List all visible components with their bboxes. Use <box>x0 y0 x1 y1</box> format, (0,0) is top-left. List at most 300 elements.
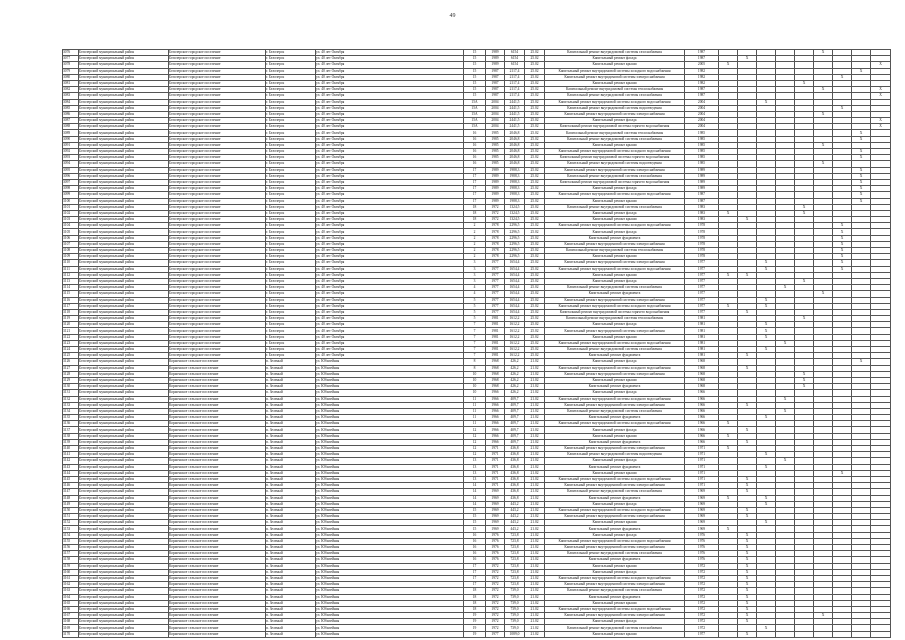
address-cell: ул. 40 лет Октября <box>316 198 464 204</box>
house-number-cell: 5 <box>464 297 486 303</box>
house-number-cell: 3 <box>464 278 486 284</box>
locality-cell: г. Белозерск <box>266 56 316 62</box>
code-cell: 25.02 <box>525 272 545 278</box>
period-mark-cell: X <box>738 538 757 544</box>
locality-cell: г. Белозерск <box>266 278 316 284</box>
district-cell: Белозерский муниципальный район <box>79 204 169 210</box>
period-mark-cell: X <box>757 452 776 458</box>
area-cell: 1654,4 <box>505 303 525 309</box>
work-type-cell: Капитальный ремонт внутридомовой системы холодного водоснабжения <box>545 396 685 402</box>
settlement-cell: Корженское сельское поселение <box>169 495 266 501</box>
address-cell: ул. Юбилейная <box>316 402 464 408</box>
year-cell: 1985 <box>685 155 719 161</box>
area-cell: 723,8 <box>505 582 525 588</box>
house-number-cell: 16 <box>464 136 486 142</box>
work-type-cell: Капитальный ремонт фасада <box>545 186 685 192</box>
row-number-cell: 3085 <box>63 105 79 111</box>
district-cell: Белозерский муниципальный район <box>79 415 169 421</box>
settlement-cell: Корженское сельское поселение <box>169 377 266 383</box>
period-mark-cell: X <box>738 483 757 489</box>
locality-cell: п. Зеленый <box>266 545 316 551</box>
district-cell: Белозерский муниципальный район <box>79 520 169 526</box>
year-cell: 1987 <box>685 56 719 62</box>
settlement-cell: Белозерское городское поселение <box>169 130 266 136</box>
code-cell: 25.02 <box>525 340 545 346</box>
work-type-cell: Капитальный ремонт внутридомовой системы теплоснабжения <box>545 87 685 93</box>
period-mark-cell: X <box>852 359 871 365</box>
district-cell: Белозерский муниципальный район <box>79 167 169 173</box>
code-cell: 21.02 <box>525 625 545 631</box>
settlement-cell: Белозерское городское поселение <box>169 334 266 340</box>
row-number-cell: 3097 <box>63 179 79 185</box>
settlement-cell: Белозерское городское поселение <box>169 118 266 124</box>
house-number-cell: 17 <box>464 575 486 581</box>
code-cell: 21.02 <box>525 427 545 433</box>
code-cell: 21.02 <box>525 439 545 445</box>
district-cell: Белозерский муниципальный район <box>79 439 169 445</box>
area-cell: 1324,5 <box>505 210 525 216</box>
row-number-cell: 3163 <box>63 588 79 594</box>
area-cell: 1988,3 <box>505 173 525 179</box>
settlement-cell: Корженское сельское поселение <box>169 594 266 600</box>
build-year-cell: 1989 <box>486 56 505 62</box>
work-type-cell: Капитальный ремонт крыши <box>545 80 685 86</box>
row-number-cell: 3153 <box>63 526 79 532</box>
year-cell: 1972 <box>685 619 719 625</box>
build-year-cell: 1981 <box>486 322 505 328</box>
address-cell: ул. Юбилейная <box>316 538 464 544</box>
row-number-cell: 3132 <box>63 396 79 402</box>
code-cell: 25.02 <box>525 309 545 315</box>
row-number-cell: 3123 <box>63 340 79 346</box>
house-number-cell: 15А <box>464 111 486 117</box>
settlement-cell: Корженское сельское поселение <box>169 402 266 408</box>
work-type-cell: Капитальный ремонт крыши <box>545 217 685 223</box>
settlement-cell: Белозерское городское поселение <box>169 68 266 74</box>
period-mark-cell: X <box>738 427 757 433</box>
period-mark-cell <box>795 631 814 637</box>
year-cell: 1982 <box>685 80 719 86</box>
settlement-cell: Корженское сельское поселение <box>169 464 266 470</box>
house-number-cell: 15А <box>464 105 486 111</box>
code-cell: 21.02 <box>525 514 545 520</box>
house-number-cell: 15 <box>464 74 486 80</box>
row-number-cell: 3122 <box>63 334 79 340</box>
year-cell: 1966 <box>685 433 719 439</box>
locality-cell: г. Белозерск <box>266 297 316 303</box>
year-cell: 1978 <box>685 235 719 241</box>
area-cell: 443,2 <box>505 507 525 513</box>
address-cell: ул. 40 лет Октября <box>316 99 464 105</box>
house-number-cell: 7 <box>464 340 486 346</box>
code-cell: 25.02 <box>525 124 545 130</box>
settlement-cell: Белозерское городское поселение <box>169 254 266 260</box>
area-cell: 409,7 <box>505 433 525 439</box>
build-year-cell: 1978 <box>486 229 505 235</box>
build-year-cell: 1987 <box>486 74 505 80</box>
year-cell: 1966 <box>685 402 719 408</box>
work-type-cell: Капитальный ремонт внутридомовой системы электроснабжения <box>545 402 685 408</box>
house-number-cell: 7 <box>464 353 486 359</box>
year-cell: 1981 <box>685 347 719 353</box>
settlement-cell: Корженское сельское поселение <box>169 582 266 588</box>
area-cell: 2117,4 <box>505 68 525 74</box>
district-cell: Белозерский муниципальный район <box>79 353 169 359</box>
period-mark-cell <box>852 631 871 637</box>
build-year-cell: 1968 <box>486 371 505 377</box>
period-mark-cell: X <box>738 563 757 569</box>
period-mark-cell: X <box>738 613 757 619</box>
year-cell: 1969 <box>685 501 719 507</box>
period-mark-cell: X <box>871 118 891 124</box>
period-mark-cell: X <box>852 179 871 185</box>
code-cell: 25.02 <box>525 266 545 272</box>
row-number-cell: 3127 <box>63 365 79 371</box>
work-type-cell: Капитальный ремонт внутридомовой системы электроснабжения <box>545 167 685 173</box>
period-mark-cell: X <box>757 625 776 631</box>
work-type-cell: Капитальный ремонт фундамента <box>545 526 685 532</box>
address-cell: ул. Юбилейная <box>316 532 464 538</box>
code-cell: 25.02 <box>525 93 545 99</box>
settlement-cell: Белозерское городское поселение <box>169 291 266 297</box>
period-mark-cell: X <box>738 582 757 588</box>
period-mark-cell: X <box>738 217 757 223</box>
period-mark-cell: X <box>757 260 776 266</box>
code-cell: 25.02 <box>525 291 545 297</box>
build-year-cell: 1981 <box>486 347 505 353</box>
work-type-cell: Капитальный ремонт внутридомовой системы теплоснабжения <box>545 130 685 136</box>
locality-cell: п. Зеленый <box>266 501 316 507</box>
work-type-cell: Капитальный ремонт внутридомовой системы газоснабжения <box>545 173 685 179</box>
locality-cell: п. Зеленый <box>266 594 316 600</box>
period-mark-cell: X <box>814 142 833 148</box>
period-mark-cell: X <box>738 272 757 278</box>
address-cell: ул. Юбилейная <box>316 514 464 520</box>
work-type-cell: Капитальный ремонт фундамента <box>545 495 685 501</box>
house-number-cell: 14 <box>464 489 486 495</box>
house-number-cell: 7 <box>464 334 486 340</box>
year-cell: 1987 <box>685 87 719 93</box>
work-type-cell: Капитальный ремонт внутридомовой системы газоснабжения <box>545 551 685 557</box>
year-cell: 1968 <box>685 359 719 365</box>
period-mark-cell: X <box>757 334 776 340</box>
area-cell: 723,8 <box>505 551 525 557</box>
house-number-cell: 12 <box>464 433 486 439</box>
period-mark-cell: X <box>757 347 776 353</box>
work-type-cell: Капитальный ремонт внутридомовой системы электроснабжения <box>545 241 685 247</box>
row-number-cell: 3118 <box>63 309 79 315</box>
house-number-cell: 18 <box>464 588 486 594</box>
year-cell: 1971 <box>685 464 719 470</box>
row-number-cell: 3100 <box>63 198 79 204</box>
house-number-cell: 15 <box>464 520 486 526</box>
year-cell: 1966 <box>685 408 719 414</box>
period-mark-cell: X <box>738 507 757 513</box>
address-cell: ул. 40 лет Октября <box>316 316 464 322</box>
locality-cell: п. Зеленый <box>266 427 316 433</box>
area-cell: 2117,4 <box>505 74 525 80</box>
work-type-cell: Капитальный ремонт крыши <box>545 433 685 439</box>
settlement-cell: Корженское сельское поселение <box>169 365 266 371</box>
locality-cell: г. Белозерск <box>266 105 316 111</box>
house-number-cell: 8 <box>464 359 486 365</box>
build-year-cell: 1977 <box>486 309 505 315</box>
address-cell: ул. 40 лет Октября <box>316 74 464 80</box>
period-mark-cell: X <box>795 210 814 216</box>
settlement-cell: Белозерское городское поселение <box>169 217 266 223</box>
settlement-cell: Корженское сельское поселение <box>169 470 266 476</box>
row-number-cell: 3128 <box>63 371 79 377</box>
locality-cell: г. Белозерск <box>266 309 316 315</box>
code-cell: 25.02 <box>525 303 545 309</box>
build-year-cell: 1978 <box>486 254 505 260</box>
row-number-cell: 3079 <box>63 68 79 74</box>
house-number-cell: 12 <box>464 452 486 458</box>
house-number-cell: 14 <box>464 501 486 507</box>
work-type-cell: Капитальный ремонт внутридомовой системы горячего водоснабжения <box>545 155 685 161</box>
year-cell: 2004 <box>685 99 719 105</box>
build-year-cell: 1977 <box>486 303 505 309</box>
work-type-cell: Капитальный ремонт внутридомовой системы теплоснабжения <box>545 248 685 254</box>
row-number-cell: 3144 <box>63 470 79 476</box>
house-number-cell: 10 <box>464 377 486 383</box>
period-mark-cell: X <box>757 322 776 328</box>
period-mark-cell: X <box>719 272 738 278</box>
address-cell: ул. Юбилейная <box>316 464 464 470</box>
work-type-cell: Капитальный ремонт фундамента <box>545 235 685 241</box>
area-cell: 2117,4 <box>505 87 525 93</box>
build-year-cell: 1966 <box>486 396 505 402</box>
row-number-cell: 3154 <box>63 532 79 538</box>
code-cell: 25.02 <box>525 353 545 359</box>
house-number-cell: 15 <box>464 68 486 74</box>
area-cell: 2117,4 <box>505 93 525 99</box>
address-cell: ул. 40 лет Октября <box>316 254 464 260</box>
code-cell: 21.02 <box>525 421 545 427</box>
address-cell: ул. 40 лет Октября <box>316 223 464 229</box>
address-cell: ул. Юбилейная <box>316 458 464 464</box>
district-cell: Белозерский муниципальный район <box>79 303 169 309</box>
settlement-cell: Белозерское городское поселение <box>169 316 266 322</box>
code-cell: 25.02 <box>525 130 545 136</box>
year-cell: 1981 <box>685 328 719 334</box>
build-year-cell: 1978 <box>486 223 505 229</box>
area-cell: 723,8 <box>505 563 525 569</box>
period-mark-cell: X <box>719 433 738 439</box>
code-cell: 21.02 <box>525 470 545 476</box>
area-cell: 1654,4 <box>505 297 525 303</box>
district-cell: Белозерский муниципальный район <box>79 74 169 80</box>
code-cell: 25.02 <box>525 297 545 303</box>
district-cell: Белозерский муниципальный район <box>79 254 169 260</box>
code-cell: 25.02 <box>525 260 545 266</box>
work-type-cell: Капитальный ремонт крыши <box>545 470 685 476</box>
area-cell: 426,2 <box>505 377 525 383</box>
period-mark-cell: X <box>757 266 776 272</box>
build-year-cell: 1977 <box>486 291 505 297</box>
period-mark-cell: X <box>833 235 852 241</box>
district-cell: Белозерский муниципальный район <box>79 464 169 470</box>
build-year-cell: 1972 <box>486 204 505 210</box>
work-type-cell: Капитальный ремонт внутридомовой системы холодного водоснабжения <box>545 99 685 105</box>
house-number-cell: 18 <box>464 210 486 216</box>
locality-cell: г. Белозерск <box>266 198 316 204</box>
address-cell: ул. 40 лет Октября <box>316 111 464 117</box>
code-cell: 25.02 <box>525 192 545 198</box>
work-type-cell: Капитальный ремонт крыши <box>545 631 685 637</box>
period-mark-cell: X <box>738 402 757 408</box>
house-number-cell: 14 <box>464 495 486 501</box>
code-cell: 21.02 <box>525 396 545 402</box>
build-year-cell: 1985 <box>486 149 505 155</box>
house-number-cell: 14 <box>464 483 486 489</box>
house-number-cell: 12 <box>464 427 486 433</box>
house-number-cell: 3 <box>464 266 486 272</box>
table-body <box>63 50 891 638</box>
work-type-cell: Капитальный ремонт крыши <box>545 254 685 260</box>
year-cell: 1985 <box>685 161 719 167</box>
area-cell: 1612,2 <box>505 322 525 328</box>
row-number-cell: 3080 <box>63 74 79 80</box>
row-number-cell: 3104 <box>63 223 79 229</box>
row-number-cell: 3099 <box>63 192 79 198</box>
work-type-cell: Капитальный ремонт внутридомовой системы холодного водоснабжения <box>545 303 685 309</box>
work-type-cell: Капитальный ремонт внутридомовой системы электроснабжения <box>545 582 685 588</box>
house-number-cell: 7 <box>464 328 486 334</box>
locality-cell: г. Белозерск <box>266 241 316 247</box>
work-type-cell: Капитальный ремонт внутридомовой системы газоснабжения <box>545 625 685 631</box>
year-cell: 1978 <box>685 248 719 254</box>
row-number-cell: 3166 <box>63 606 79 612</box>
area-cell: 2296,5 <box>505 229 525 235</box>
row-number-cell: 3141 <box>63 452 79 458</box>
area-cell: 426,2 <box>505 365 525 371</box>
work-type-cell: Капитальный ремонт внутридомовой системы холодного водоснабжения <box>545 476 685 482</box>
row-number-cell: 3135 <box>63 415 79 421</box>
period-mark-cell: X <box>719 526 738 532</box>
district-cell: Белозерский муниципальный район <box>79 316 169 322</box>
locality-cell: п. Зеленый <box>266 631 316 637</box>
year-cell: 2004 <box>685 118 719 124</box>
code-cell: 21.02 <box>525 532 545 538</box>
row-number-cell: 3110 <box>63 260 79 266</box>
work-type-cell: Капитальный ремонт внутридомовой системы горячего водоснабжения <box>545 124 685 130</box>
year-cell: 1978 <box>685 229 719 235</box>
district-cell: Белозерский муниципальный район <box>79 631 169 637</box>
work-type-cell: Капитальный ремонт крыши <box>545 563 685 569</box>
address-cell: ул. 40 лет Октября <box>316 353 464 359</box>
code-cell: 25.02 <box>525 248 545 254</box>
locality-cell: г. Белозерск <box>266 74 316 80</box>
settlement-cell: Корженское сельское поселение <box>169 520 266 526</box>
row-number-cell: 3119 <box>63 316 79 322</box>
address-cell: ул. Юбилейная <box>316 476 464 482</box>
period-mark-cell <box>814 631 833 637</box>
work-type-cell: Капитальный ремонт внутридомовой системы холодного водоснабжения <box>545 538 685 544</box>
settlement-cell: Корженское сельское поселение <box>169 625 266 631</box>
locality-cell: п. Зеленый <box>266 588 316 594</box>
area-cell: 2046,8 <box>505 136 525 142</box>
work-type-cell: Капитальный ремонт внутридомовой системы газоснабжения <box>545 489 685 495</box>
row-number-cell: 3095 <box>63 167 79 173</box>
row-number-cell: 3105 <box>63 229 79 235</box>
address-cell: ул. 40 лет Октября <box>316 260 464 266</box>
code-cell: 25.02 <box>525 62 545 68</box>
locality-cell: г. Белозерск <box>266 99 316 105</box>
address-cell: ул. Юбилейная <box>316 421 464 427</box>
area-cell: 436,8 <box>505 483 525 489</box>
row-number-cell: 3156 <box>63 545 79 551</box>
area-cell: 1324,5 <box>505 217 525 223</box>
locality-cell: г. Белозерск <box>266 155 316 161</box>
area-cell: 2441,5 <box>505 111 525 117</box>
year-cell: 1983 <box>685 210 719 216</box>
area-cell: 1654,4 <box>505 285 525 291</box>
locality-cell: г. Белозерск <box>266 229 316 235</box>
code-cell: 25.02 <box>525 74 545 80</box>
district-cell: Белозерский муниципальный район <box>79 297 169 303</box>
period-mark-cell: X <box>757 464 776 470</box>
build-year-cell: 1981 <box>486 353 505 359</box>
locality-cell: г. Белозерск <box>266 316 316 322</box>
district-cell: Белозерский муниципальный район <box>79 198 169 204</box>
code-cell: 25.02 <box>525 161 545 167</box>
period-mark-cell: X <box>833 266 852 272</box>
work-type-cell: Капитальный ремонт внутридомовой системы газоснабжения <box>545 285 685 291</box>
work-type-cell: Капитальный ремонт внутридомовой системы электроснабжения <box>545 297 685 303</box>
settlement-cell: Белозерское городское поселение <box>169 278 266 284</box>
build-year-cell: 1976 <box>486 538 505 544</box>
row-number-cell: 3160 <box>63 569 79 575</box>
area-cell: 2117,4 <box>505 80 525 86</box>
row-number-cell: 3126 <box>63 359 79 365</box>
locality-cell: г. Белозерск <box>266 235 316 241</box>
address-cell: ул. Юбилейная <box>316 433 464 439</box>
locality-cell: г. Белозерск <box>266 291 316 297</box>
address-cell: ул. 40 лет Октября <box>316 173 464 179</box>
district-cell: Белозерский муниципальный район <box>79 130 169 136</box>
work-type-cell: Капитальный ремонт крыши <box>545 334 685 340</box>
period-mark-cell: X <box>757 99 776 105</box>
address-cell: ул. Юбилейная <box>316 495 464 501</box>
row-number-cell: 3101 <box>63 204 79 210</box>
year-cell: 1977 <box>685 278 719 284</box>
row-number-cell: 3157 <box>63 551 79 557</box>
locality-cell: п. Зеленый <box>266 569 316 575</box>
district-cell: Белозерский муниципальный район <box>79 322 169 328</box>
settlement-cell: Белозерское городское поселение <box>169 173 266 179</box>
area-cell: 1654,4 <box>505 266 525 272</box>
area-cell: 739,0 <box>505 619 525 625</box>
house-number-cell: 16 <box>464 551 486 557</box>
district-cell: Белозерский муниципальный район <box>79 291 169 297</box>
period-mark-cell: X <box>776 458 795 464</box>
year-cell: 1972 <box>685 613 719 619</box>
year-cell: 1968 <box>685 365 719 371</box>
work-type-cell: Капитальный ремонт внутридомовой системы холодного водоснабжения <box>545 266 685 272</box>
district-cell: Белозерский муниципальный район <box>79 582 169 588</box>
district-cell: Белозерский муниципальный район <box>79 390 169 396</box>
period-mark-cell: X <box>814 50 833 56</box>
locality-cell: п. Зеленый <box>266 439 316 445</box>
row-number-cell: 3130 <box>63 384 79 390</box>
locality-cell: г. Белозерск <box>266 136 316 142</box>
address-cell: ул. 40 лет Октября <box>316 235 464 241</box>
work-type-cell: Капитальный ремонт внутридомовой системы холодного водоснабжения <box>545 365 685 371</box>
code-cell: 25.02 <box>525 173 545 179</box>
district-cell: Белозерский муниципальный район <box>79 538 169 544</box>
locality-cell: п. Зеленый <box>266 464 316 470</box>
